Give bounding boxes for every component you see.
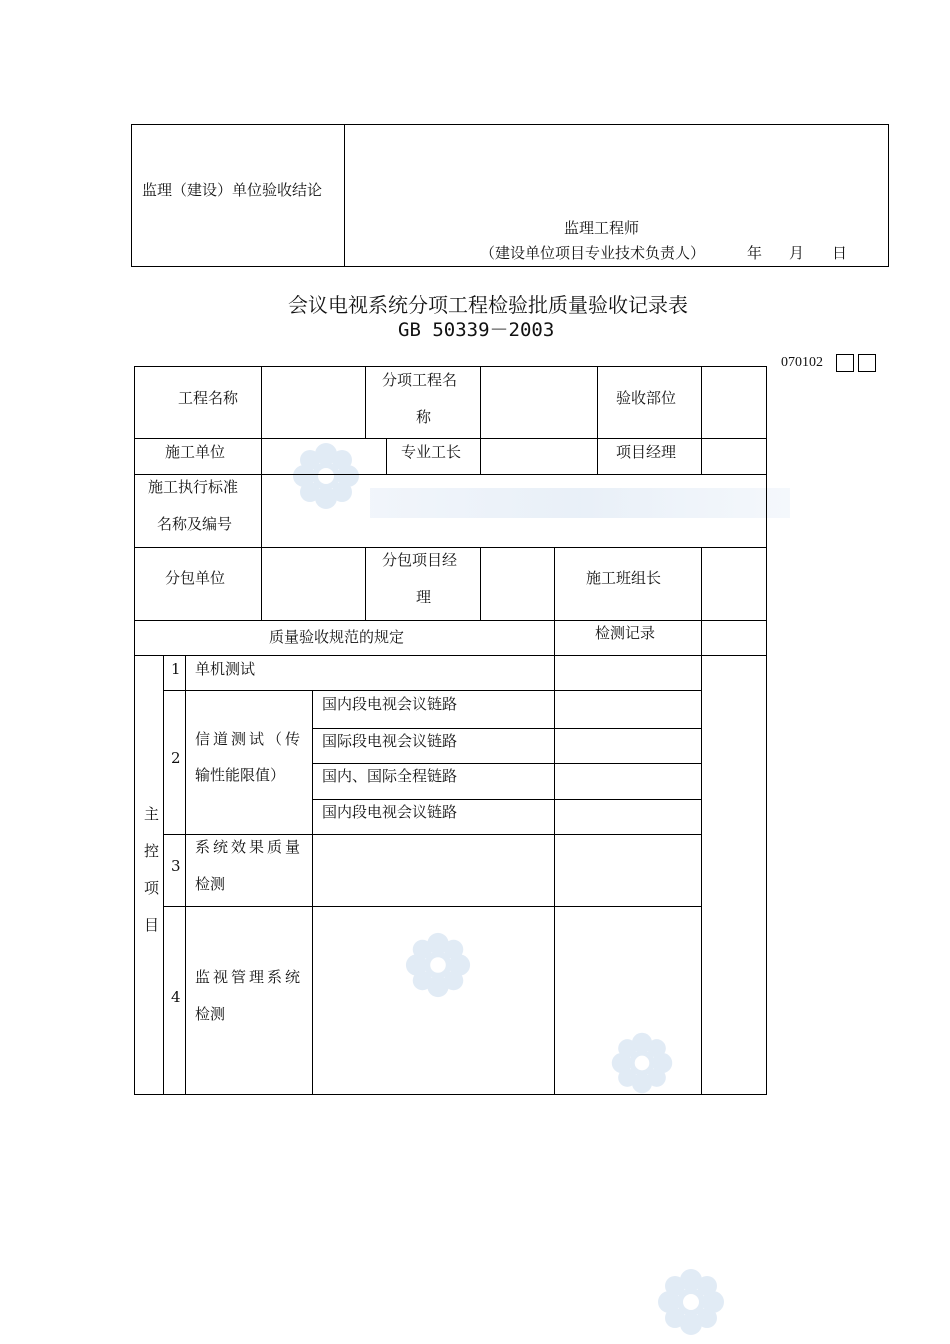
divider bbox=[312, 799, 701, 800]
divider bbox=[480, 547, 481, 620]
subcontract-unit-label: 分包单位 bbox=[165, 569, 226, 587]
construction-unit-label: 施工单位 bbox=[165, 443, 226, 461]
foreman-label: 专业工长 bbox=[401, 443, 462, 461]
divider bbox=[386, 438, 387, 474]
standard-name-label-line1: 施工执行标准 bbox=[148, 478, 239, 496]
page-title: 会议电视系统分项工程检验批质量验收记录表 bbox=[288, 293, 688, 317]
standard-name-label-line2: 名称及编号 bbox=[157, 515, 233, 533]
subitem-name-label-line1: 分项工程名 bbox=[382, 371, 458, 389]
team-leader-label: 施工班组长 bbox=[586, 569, 662, 587]
divider bbox=[261, 366, 262, 438]
item-number: 2 bbox=[171, 749, 181, 767]
divider bbox=[185, 655, 186, 1095]
spec-rules-label: 质量验收规范的规定 bbox=[269, 628, 405, 646]
divider bbox=[554, 547, 555, 1095]
subitem-name: 国内段电视会议链路 bbox=[322, 803, 458, 821]
divider bbox=[701, 547, 702, 1095]
divider bbox=[163, 655, 164, 1095]
subitem-name: 国际段电视会议链路 bbox=[322, 732, 458, 750]
supervision-conclusion-label: 监理（建设）单位验收结论 bbox=[142, 181, 323, 199]
item-name-line2: 检测 bbox=[195, 875, 226, 893]
project-name-label: 工程名称 bbox=[178, 389, 239, 407]
divider bbox=[365, 366, 366, 438]
divider bbox=[365, 547, 366, 620]
subitem-name-label-line2: 称 bbox=[416, 408, 432, 426]
item-number: 4 bbox=[171, 988, 181, 1006]
year-label: 年 bbox=[747, 244, 763, 262]
divider bbox=[261, 438, 262, 620]
divider bbox=[312, 763, 701, 764]
item-number: 1 bbox=[171, 660, 181, 678]
responsible-person-label: （建设单位项目专业技术负责人） bbox=[480, 244, 706, 262]
form-number-checkbox-2[interactable] bbox=[858, 354, 876, 372]
main-control-label-char: 主 bbox=[144, 805, 160, 823]
project-manager-label: 项目经理 bbox=[616, 443, 677, 461]
subitem-name: 国内段电视会议链路 bbox=[322, 695, 458, 713]
item-number: 3 bbox=[171, 857, 181, 875]
divider bbox=[480, 438, 481, 474]
divider bbox=[134, 620, 767, 621]
sub-manager-label-line2: 理 bbox=[416, 588, 432, 606]
divider bbox=[480, 366, 481, 438]
watermark-snowflake-icon bbox=[655, 1266, 727, 1338]
sub-manager-label-line1: 分包项目经 bbox=[382, 551, 458, 569]
item-name-line1: 系统效果质量 bbox=[195, 838, 304, 856]
month-label: 月 bbox=[789, 244, 805, 262]
form-number-checkbox-1[interactable] bbox=[836, 354, 854, 372]
divider bbox=[134, 438, 767, 439]
divider bbox=[163, 906, 701, 907]
item-name: 单机测试 bbox=[195, 660, 256, 678]
divider bbox=[134, 547, 767, 548]
main-control-label-char: 项 bbox=[144, 879, 160, 897]
item-name-line1: 信道测试（传 bbox=[195, 730, 304, 748]
divider bbox=[344, 124, 345, 267]
item-name-line2: 输性能限值） bbox=[195, 766, 286, 784]
inspection-record-label: 检测记录 bbox=[595, 624, 656, 642]
divider bbox=[597, 366, 598, 474]
divider bbox=[163, 834, 701, 835]
main-control-label-char: 目 bbox=[144, 916, 160, 934]
divider bbox=[312, 728, 701, 729]
day-label: 日 bbox=[832, 244, 848, 262]
divider bbox=[134, 655, 767, 656]
item-name-line1: 监视管理系统 bbox=[195, 968, 304, 986]
form-number: 070102 bbox=[781, 355, 823, 370]
item-name-line2: 检测 bbox=[195, 1005, 226, 1023]
main-control-label-char: 控 bbox=[144, 842, 160, 860]
divider bbox=[134, 474, 767, 475]
subitem-name: 国内、国际全程链路 bbox=[322, 767, 458, 785]
divider bbox=[312, 690, 313, 1095]
acceptance-part-label: 验收部位 bbox=[616, 389, 677, 407]
divider bbox=[701, 366, 702, 474]
standard-code: GB 50339－2003 bbox=[398, 319, 555, 341]
supervising-engineer-label: 监理工程师 bbox=[564, 219, 640, 237]
divider bbox=[163, 690, 701, 691]
